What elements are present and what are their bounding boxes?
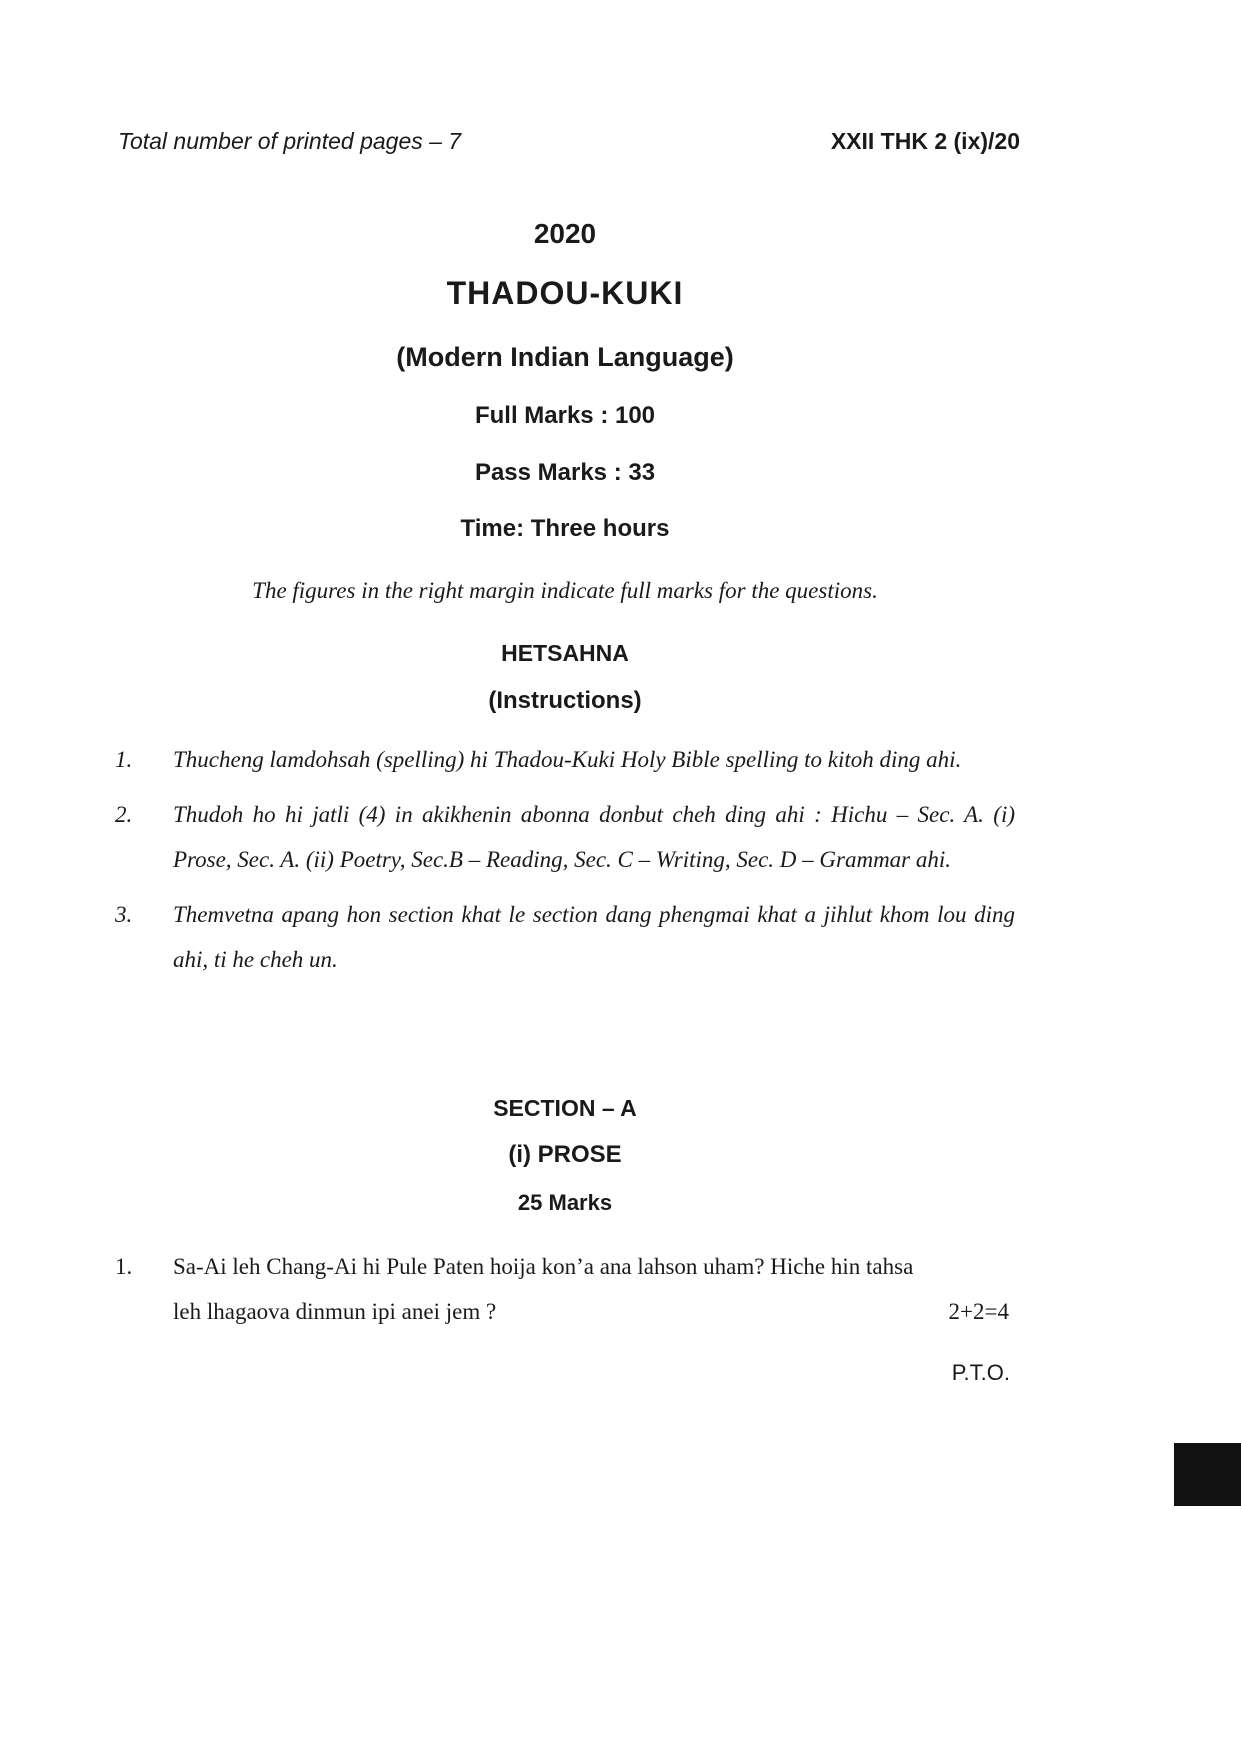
instruction-item [115,892,1015,982]
exam-year: 2020 [533,218,597,249]
subject-title: THADOU-KUKI [446,275,684,311]
question-item [115,1244,1015,1334]
instruction-text: Thudoh ho hi jatli (4) in akikhenin abonna donbut cheh ding ahi : Hichu – Sec. A. (i) Prose, Sec. A. (ii) Poetry, Sec.B – Reading, Sec. C – Writing, Sec. D – Grammar ahi. [173,802,1015,872]
scan-marker-block [1174,1443,1241,1506]
instruction-number: 3. [115,902,133,927]
instruction-number: 1. [115,747,133,772]
question-number: 1. [115,1254,133,1279]
question-line-2: leh lhagaova dinmun ipi anei jem ? [173,1299,497,1324]
question-line-1: Sa-Ai leh Chang-Ai hi Pule Paten hoija kon’a ana lahson uham? Hiche hin tahsa [173,1254,914,1279]
question-marks: 2+2=4 [948,1299,1009,1324]
paper-code: XXII THK 2 (ix)/20 [830,128,1020,154]
pto-note: P.T.O. [951,1360,1010,1385]
instruction-item [115,737,1015,782]
instructions-subheading: (Instructions) [488,687,642,714]
instructions-list [115,737,1015,992]
margin-note: The figures in the right margin indicate full marks for the questions. [252,578,878,603]
instruction-text: Thucheng lamdohsah (spelling) hi Thadou-Kuki Holy Bible spelling to kitoh ding ahi. [173,747,962,772]
instruction-item [115,792,1015,882]
question-line-2-row [173,1289,1015,1334]
section-marks: 25 Marks [517,1190,613,1215]
instruction-text: Themvetna apang hon section khat le section dang phengmai khat a jihlut khom lou ding ahi, ti he cheh un. [173,902,1015,972]
section-heading: SECTION – A [493,1095,637,1121]
paper-type: (Modern Indian Language) [396,342,734,372]
question-body [173,1244,1015,1334]
total-pages-note: Total number of printed pages – 7 [118,128,462,154]
instruction-number: 2. [115,802,133,827]
section-subheading: (i) PROSE [508,1141,622,1168]
pass-marks: Pass Marks : 33 [474,459,656,486]
full-marks: Full Marks : 100 [474,402,656,429]
instructions-heading: HETSAHNA [501,640,629,666]
exam-time: Time: Three hours [460,515,670,542]
